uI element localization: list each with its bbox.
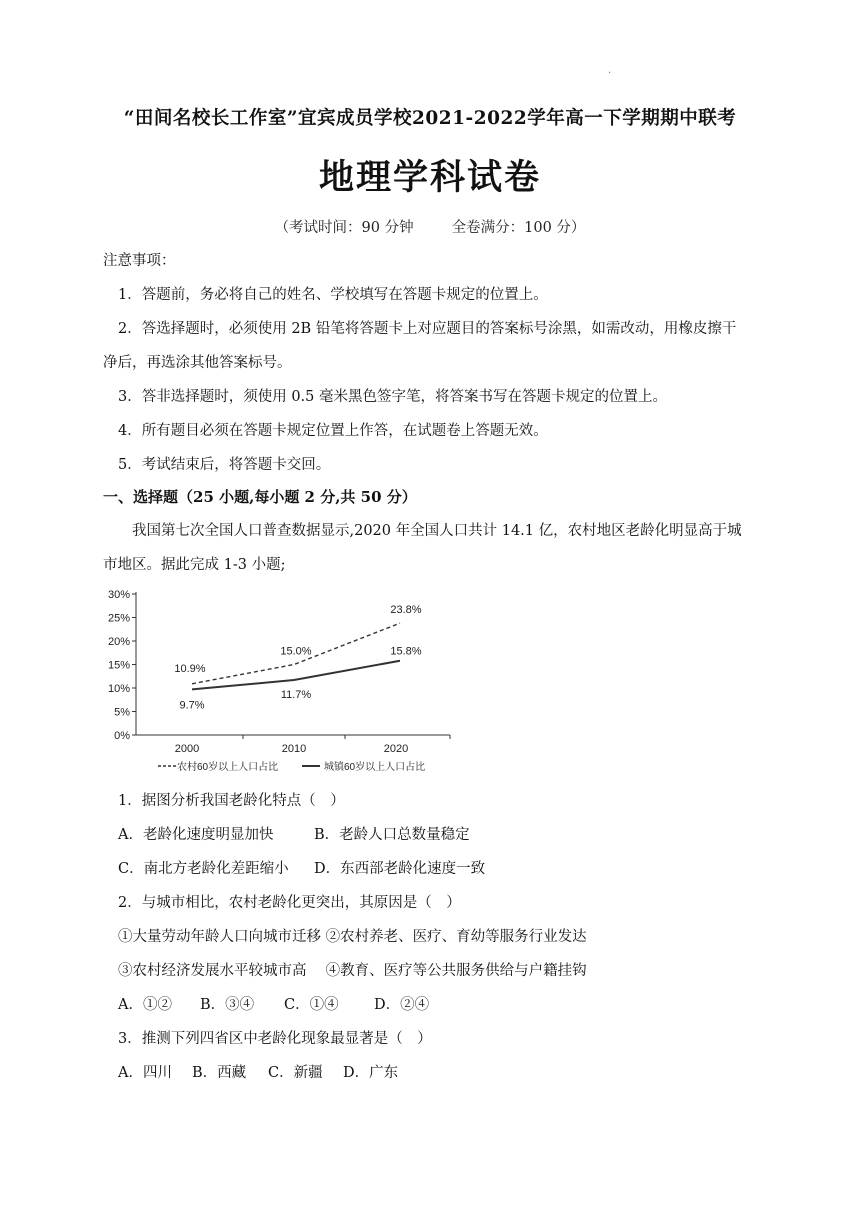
question-1-option-b: B．老龄人口总数量稳定: [314, 827, 470, 843]
x-tick-label: 2010: [281, 743, 307, 755]
scan-dot: ·: [608, 68, 612, 79]
section-heading: 一、选择题（25 小题,每小题 2 分,共 50 分）: [103, 488, 417, 506]
notice-item: 5．考试结束后，将答题卡交回。: [118, 457, 331, 473]
data-label: 9.7%: [179, 699, 205, 712]
legend-label-urban: 城镇60岁以上人口占比: [324, 762, 426, 773]
y-tick-label: 10%: [107, 683, 130, 695]
question-1-option-a: A．老龄化速度明显加快: [118, 827, 274, 843]
question-2-option-b: B．③④: [200, 997, 255, 1013]
chart-data-labels: [174, 604, 421, 711]
question-3-option-d: D．广东: [343, 1065, 399, 1081]
question-2-option-d: D．②④: [374, 997, 430, 1013]
x-tick-label: 2020: [383, 743, 409, 755]
x-tick-label: 2000: [174, 743, 200, 755]
aging-line-chart: [100, 584, 460, 780]
notice-item: 4．所有题目必须在答题卡规定位置上作答，在试题卷上答题无效。: [118, 423, 548, 439]
y-tick-label: 0%: [114, 730, 130, 742]
question-3-option-b: B．西藏: [192, 1065, 247, 1081]
notice-item-continued: 净后，再选涂其他答案标号。: [103, 355, 292, 371]
exam-subheading: “田间名校长工作室”宜宾成员学校2021-2022学年高一下学期期中联考: [123, 108, 737, 129]
question-1-option-c: C．南北方老龄化差距缩小: [118, 861, 289, 877]
y-tick-label: 25%: [107, 612, 130, 625]
question-2-option-c: C．①④: [284, 997, 339, 1013]
y-tick-label: 15%: [107, 659, 130, 672]
notice-heading: 注意事项：: [103, 253, 176, 269]
notice-item: 1．答题前，务必将自己的姓名、学校填写在答题卡规定的位置上。: [118, 287, 548, 303]
y-tick-label: 20%: [107, 636, 130, 648]
chart-legend: [158, 760, 425, 773]
question-3-option-a: A．四川: [118, 1065, 172, 1081]
urban-series-line: [192, 661, 400, 690]
question-3-stem: 3．推测下列四省区中老龄化现象最显著是（ ）: [118, 1031, 432, 1047]
data-label: 10.9%: [174, 662, 206, 675]
data-label: 15.0%: [280, 645, 312, 658]
notice-item: 2．答选择题时，必须使用 2B 铅笔将答题卡上对应题目的答案标号涂黑，如需改动，用橡皮擦干: [118, 321, 737, 337]
question-1-option-d: D．东西部老龄化速度一致: [314, 861, 486, 877]
y-tick-label: 5%: [114, 706, 130, 719]
question-2-statements: ③农村经济发展水平较城市高 ④教育、医疗等公共服务供给与户籍挂钩: [118, 963, 587, 979]
notice-item: 3．答非选择题时，须使用 0.5 毫米黑色签字笔，将答案书写在答题卡规定的位置上。: [118, 389, 668, 405]
data-label: 23.8%: [390, 604, 422, 617]
question-2-stem: 2．与城市相比，农村老龄化更突出，其原因是（ ）: [118, 895, 461, 911]
y-tick-label: 30%: [107, 589, 130, 601]
question-2-statements: ①大量劳动年龄人口向城市迁移 ②农村养老、医疗、育幼等服务行业发达: [118, 929, 587, 945]
question-3-option-c: C．新疆: [268, 1065, 323, 1081]
exam-info: [0, 216, 860, 237]
exam-time: （考试时间：90 分钟: [274, 220, 414, 236]
passage-line: 我国第七次全国人口普查数据显示,2020 年全国人口共计 14.1 亿，农村地区老龄化明显高于城: [132, 523, 742, 539]
page-title: 地理学科试卷: [318, 158, 541, 198]
question-1-stem: 1．据图分析我国老龄化特点（ ）: [118, 793, 345, 809]
full-score: 全卷满分：100 分）: [451, 220, 586, 236]
data-label: 11.7%: [280, 689, 312, 702]
data-label: 15.8%: [390, 645, 422, 658]
question-2-option-a: A．①②: [118, 997, 172, 1013]
passage-line: 市地区。据此完成 1-3 小题;: [103, 557, 286, 573]
legend-label-rural: 农村60岁以上人口占比: [177, 762, 279, 773]
